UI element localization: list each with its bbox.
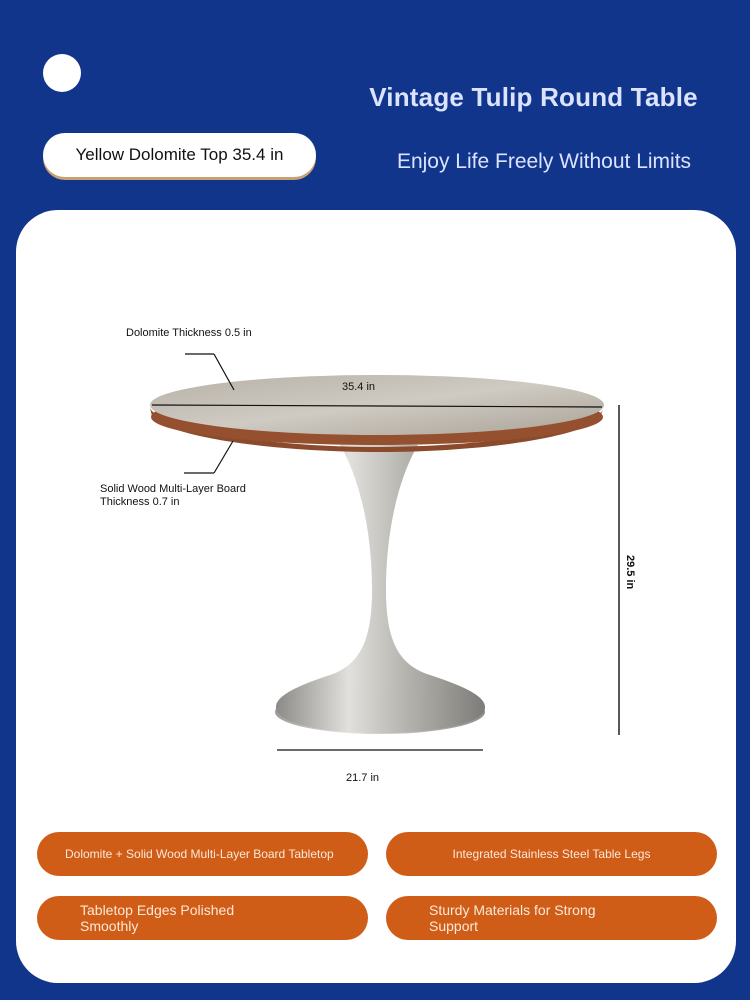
height-label: 29.5 in: [624, 555, 636, 590]
feature-label: Tabletop Edges Polished Smoothly: [80, 902, 235, 934]
feature-sturdy-materials: [386, 896, 717, 940]
feature-steel-legs: [386, 832, 717, 876]
top-thickness-label: Dolomite Thickness 0.5 in: [126, 327, 252, 339]
board-thickness-label: [100, 483, 246, 509]
board-thickness-leader-diag: [214, 441, 233, 473]
diameter-label: 35.4 in: [342, 381, 376, 393]
feature-tabletop-material: [37, 832, 368, 876]
board-thickness-line1: Solid Wood Multi-Layer Board: [100, 483, 246, 495]
table-pedestal: [276, 445, 485, 733]
feature-polished-edges: [37, 896, 368, 940]
table-base: [275, 690, 485, 734]
board-thickness-line2: Thickness 0.7 in: [100, 496, 180, 508]
base-width-label: 21.7 in: [346, 772, 380, 784]
feature-label: Sturdy Materials for Strong Support: [429, 902, 596, 934]
feature-label: Dolomite + Solid Wood Multi-Layer Board Tabletop: [65, 847, 334, 861]
product-badge: Yellow Dolomite Top 35.4 in: [43, 133, 316, 177]
page-title: Vintage Tulip Round Table: [369, 82, 698, 112]
page-subtitle: Enjoy Life Freely Without Limits: [396, 150, 692, 173]
feature-label: Integrated Stainless Steel Table Legs: [452, 847, 651, 861]
